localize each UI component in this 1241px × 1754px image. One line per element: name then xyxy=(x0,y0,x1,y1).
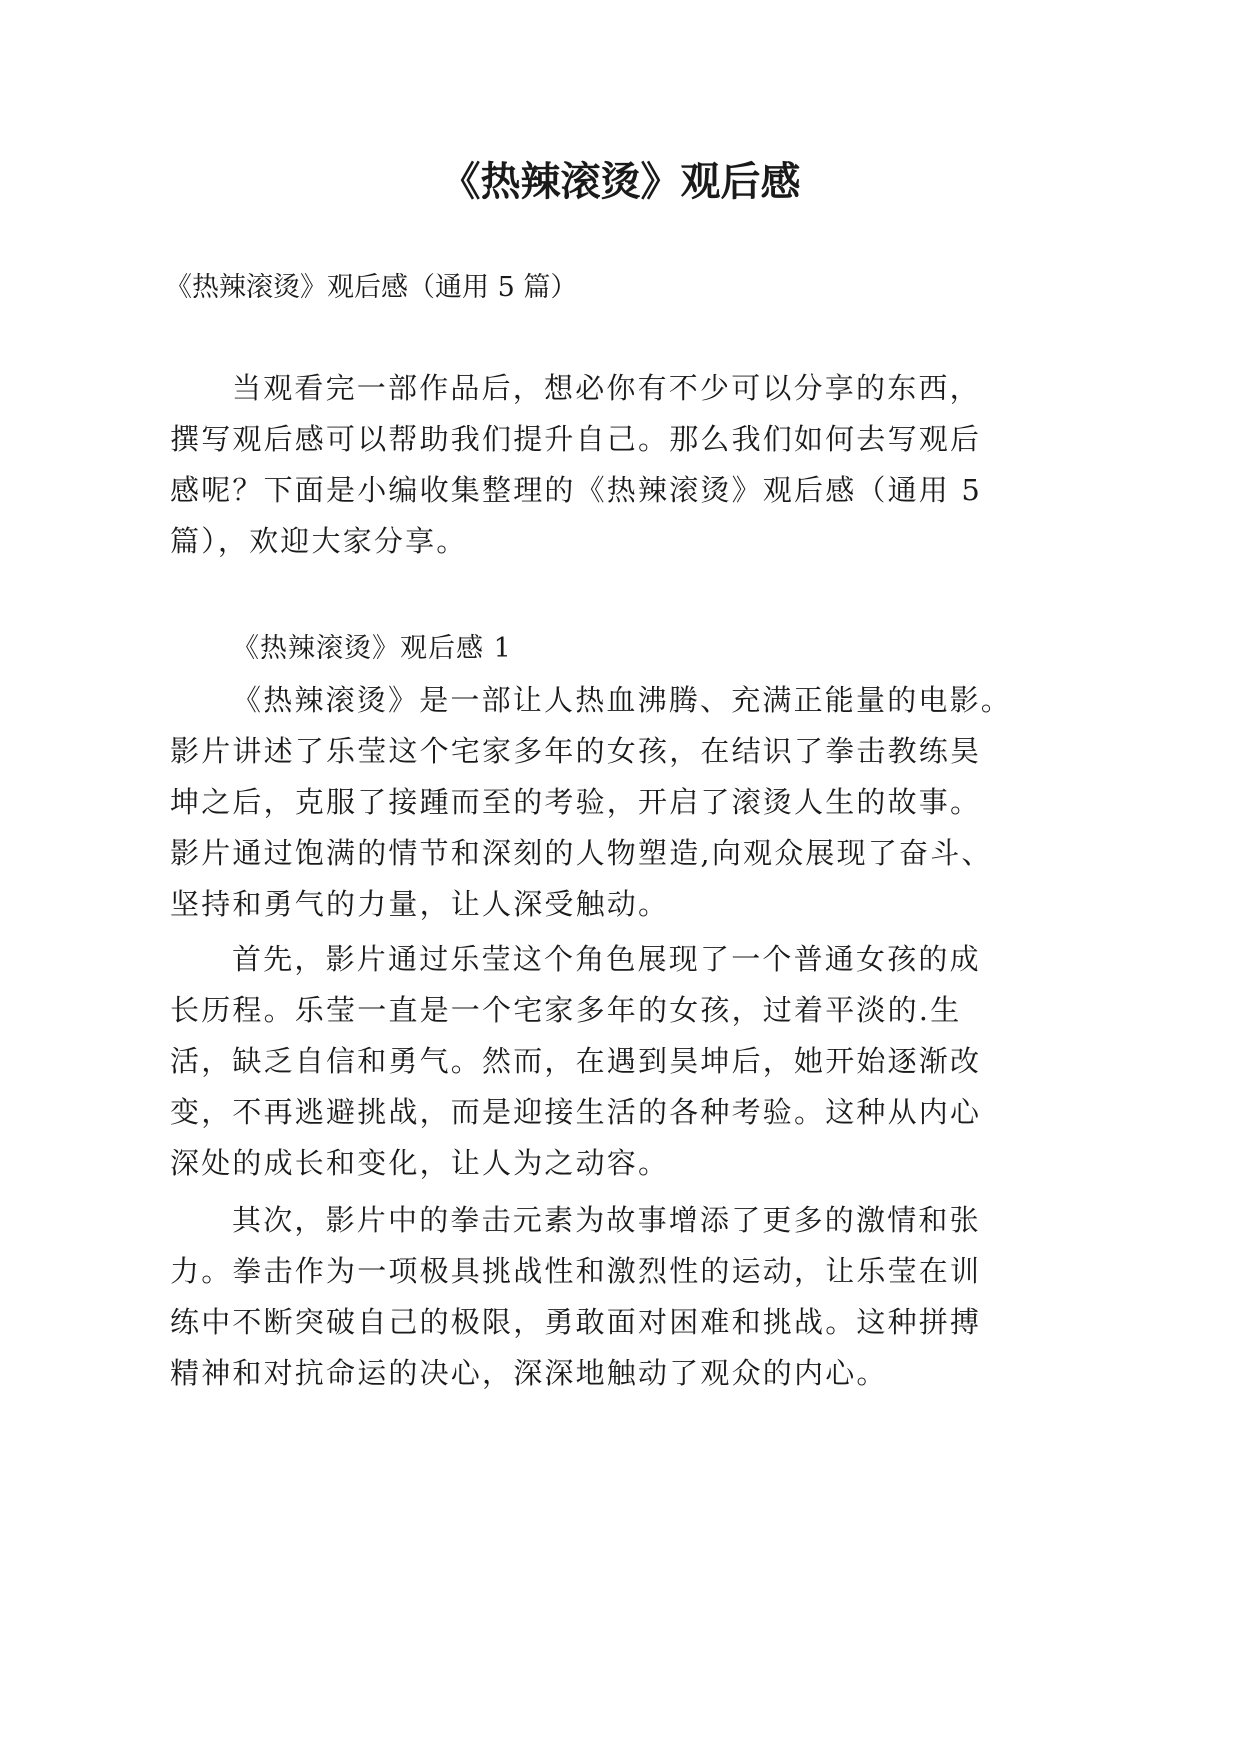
intro-line: 当观看完一部作品后，想必你有不少可以分享的东西， xyxy=(232,371,981,405)
paragraph-line: 坤之后，克服了接踵而至的考验，开启了滚烫人生的故事。 xyxy=(170,785,982,819)
paragraph-line: 精神和对抗命运的决心，深深地触动了观众的内心。 xyxy=(170,1356,888,1390)
section-heading: 《热辣滚烫》观后感 1 xyxy=(232,633,512,664)
paragraph-line: 首先，影片通过乐莹这个角色展现了一个普通女孩的成 xyxy=(232,942,981,976)
document-subtitle: 《热辣滚烫》观后感（通用 5 篇） xyxy=(165,272,578,303)
paragraph-line: 其次，影片中的拳击元素为故事增添了更多的激情和张 xyxy=(232,1203,981,1237)
paragraph-line: 影片通过饱满的情节和深刻的人物塑造,向观众展现了奋斗、 xyxy=(170,836,993,870)
paragraph-line: 《热辣滚烫》是一部让人热血沸腾、充满正能量的电影。 xyxy=(232,683,1013,717)
paragraph-line: 练中不断突破自己的极限，勇敢面对困难和挑战。这种拼搏 xyxy=(170,1305,982,1339)
paragraph-line: 力。拳击作为一项极具挑战性和激烈性的运动，让乐莹在训 xyxy=(170,1254,982,1288)
paragraph-line: 深处的成长和变化，让人为之动容。 xyxy=(170,1146,670,1180)
document-title: 《热辣滚烫》观后感 xyxy=(440,158,801,205)
intro-line: 感呢？下面是小编收集整理的《热辣滚烫》观后感（通用 5 xyxy=(170,473,983,507)
intro-line: 篇），欢迎大家分享。 xyxy=(170,524,468,558)
paragraph-line: 变，不再逃避挑战，而是迎接生活的各种考验。这种从内心 xyxy=(170,1095,982,1129)
paragraph-line: 长历程。乐莹一直是一个宅家多年的女孩，过着平淡的.生 xyxy=(170,993,962,1027)
intro-line: 撰写观后感可以帮助我们提升自己。那么我们如何去写观后 xyxy=(170,422,982,456)
paragraph-line: 坚持和勇气的力量，让人深受触动。 xyxy=(170,887,670,921)
paragraph-line: 影片讲述了乐莹这个宅家多年的女孩，在结识了拳击教练昊 xyxy=(170,734,982,768)
paragraph-line: 活，缺乏自信和勇气。然而，在遇到昊坤后，她开始逐渐改 xyxy=(170,1044,982,1078)
